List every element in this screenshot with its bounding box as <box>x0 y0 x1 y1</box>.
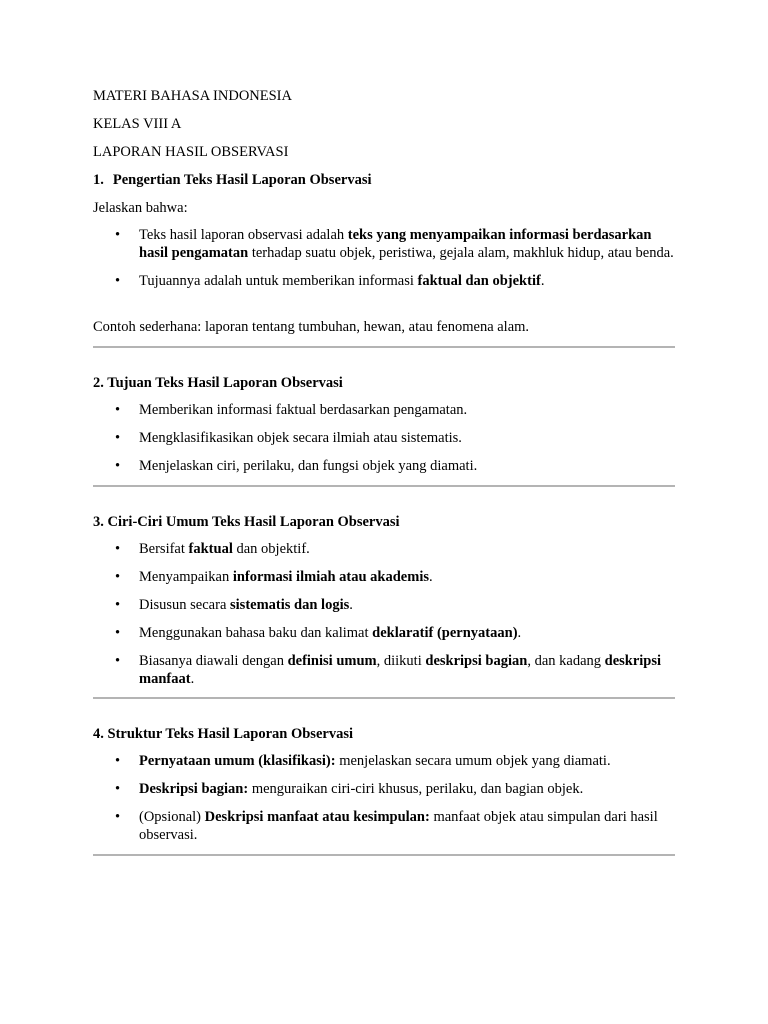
list-item: • Biasanya diawali dengan definisi umum, diikuti deskripsi bagian, dan kadang deskripsi manfaat. <box>93 652 675 688</box>
section-1-list <box>93 226 675 290</box>
list-item: • Bersifat faktual dan objektif. <box>93 540 675 558</box>
list-item: • (Opsional) Deskripsi manfaat atau kesimpulan: manfaat objek atau simpulan dari hasil observasi. <box>93 808 675 844</box>
divider <box>93 346 675 348</box>
section-3-title: 3. Ciri-Ciri Umum Teks Hasil Laporan Observasi <box>93 514 400 530</box>
section-1-intro: Jelaskan bahwa: <box>93 200 188 216</box>
section-1-example: Contoh sederhana: laporan tentang tumbuhan, hewan, atau fenomena alam. <box>93 319 530 335</box>
section-2-list <box>93 401 675 475</box>
list-item: • Pernyataan umum (klasifikasi): menjelaskan secara umum objek yang diamati. <box>93 752 675 770</box>
list-item: • Disusun secara sistematis dan logis. <box>93 596 675 614</box>
list-item: • Teks hasil laporan observasi adalah teks yang menyampaikan informasi berdasarkan hasil pengamatan terhadap suatu objek, peristiwa, gejala alam, makhluk hidup, atau benda. <box>93 226 675 262</box>
section-3-list <box>93 540 675 688</box>
divider <box>93 485 675 487</box>
list-item: • Menyampaikan informasi ilmiah atau akademis. <box>93 568 675 586</box>
list-item: • Deskripsi bagian: menguraikan ciri-ciri khusus, perilaku, dan bagian objek. <box>93 780 675 798</box>
list-item: • Tujuannya adalah untuk memberikan informasi faktual dan objektif. <box>93 272 675 290</box>
section-2-title: 2. Tujuan Teks Hasil Laporan Observasi <box>93 375 343 391</box>
header-topic: LAPORAN HASIL OBSERVASI <box>93 144 289 160</box>
section-1-title-text: Pengertian Teks Hasil Laporan Observasi <box>112 172 372 188</box>
list-item: • Mengklasifikasikan objek secara ilmiah atau sistematis. <box>93 429 675 447</box>
divider <box>93 854 675 856</box>
section-4-title: 4. Struktur Teks Hasil Laporan Observasi <box>93 726 353 742</box>
list-item: • Menggunakan bahasa baku dan kalimat deklaratif (pernyataan). <box>93 624 675 642</box>
header-class: KELAS VIII A <box>93 116 182 132</box>
divider <box>93 697 675 699</box>
section-1-title <box>93 171 675 189</box>
header-subject: MATERI BAHASA INDONESIA <box>93 88 292 104</box>
section-1-number: 1. <box>93 172 104 188</box>
list-item: • Memberikan informasi faktual berdasarkan pengamatan. <box>93 401 675 419</box>
list-item: • Menjelaskan ciri, perilaku, dan fungsi objek yang diamati. <box>93 457 675 475</box>
section-4-list <box>93 752 675 844</box>
